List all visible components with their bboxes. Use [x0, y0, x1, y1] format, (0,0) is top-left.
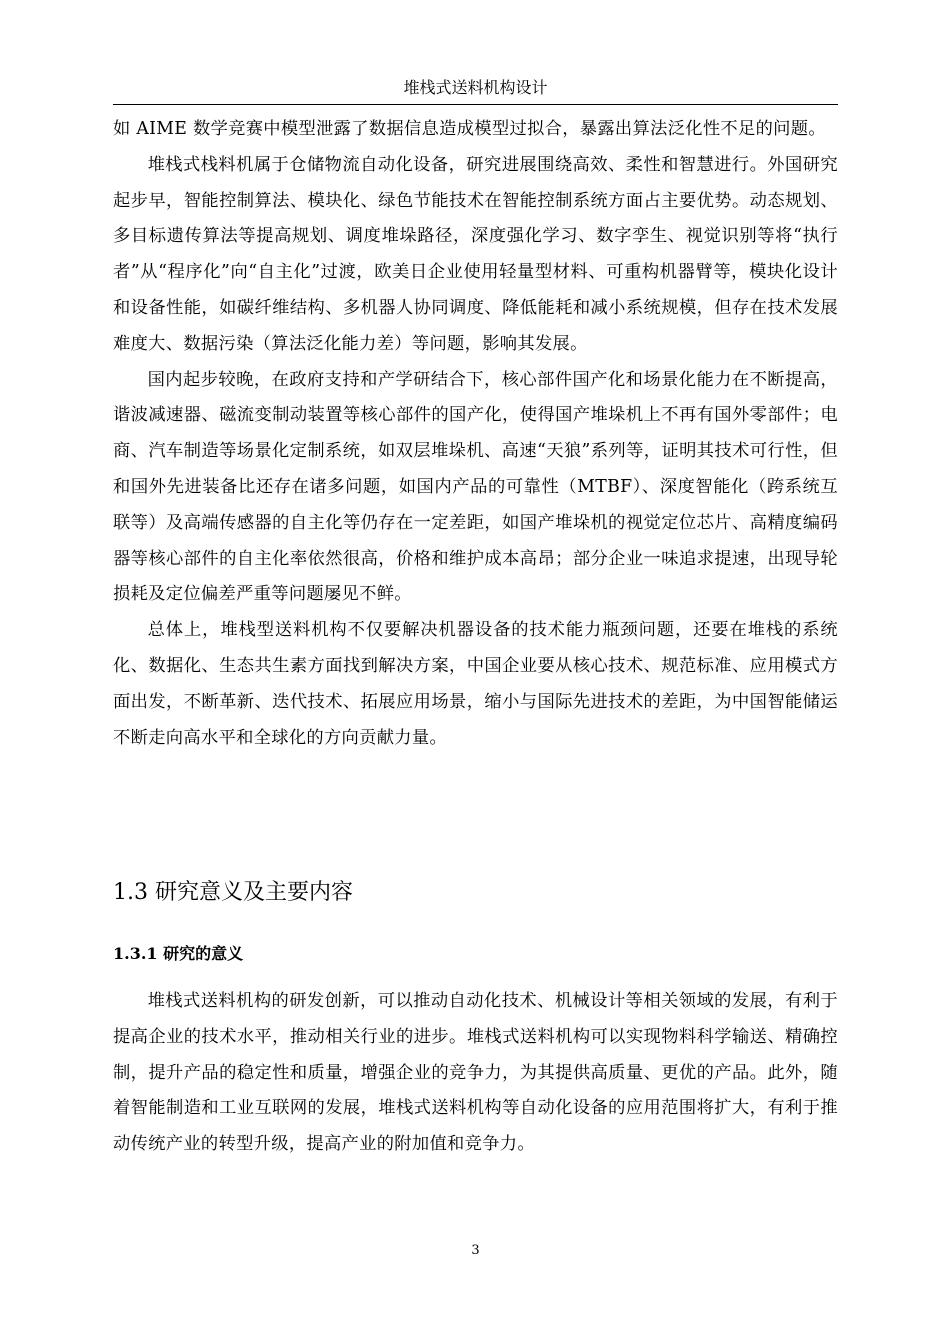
body-text-after-section	[113, 984, 838, 1163]
header-divider	[113, 104, 838, 105]
paragraph-summary: 总体上，堆栈型送料机构不仅要解决机器设备的技术能力瓶颈问题，还要在堆栈的系统化、数据化、生态共生素方面找到解决方案，中国企业要从核心技术、规范标准、应用模式方面出发，不断革新、迭代技术、拓展应用场景，缩小与国际先进技术的差距，为中国智能储运不断走向高水平和全球化的方向贡献力量。	[113, 620, 838, 748]
running-header: 堆栈式送料机构设计	[403, 78, 548, 97]
paragraph-domestic-research: 国内起步较晚，在政府支持和产学研结合下，核心部件国产化和场景化能力在不断提高，谐波减速器、磁流变制动装置等核心部件的国产化，使得国产堆垛机上不再有国外零部件；电商、汽车制造等场景化定制系统，如双层堆垛机、高速“天狼”系列等，证明其技术可行性，但和国外先进装备比还存在诸多问题，如国内产品的可靠性（MTBF）、深度智能化（跨系统互联等）及高端传感器的自主化等仍存在一定差距，如国产堆垛机的视觉定位芯片、高精度编码器等核心部件的自主化率依然很高，价格和维护成本高昂；部分企业一味追求提速，出现导轮损耗及定位偏差严重等问题屡见不鲜。	[113, 369, 838, 605]
page-number: 3	[471, 1243, 480, 1258]
subsection-heading: 1.3.1 研究的意义	[113, 944, 244, 963]
paragraph-foreign-research: 堆栈式栈料机属于仓储物流自动化设备，研究进展围绕高效、柔性和智慧进行。外国研究起步早，智能控制算法、模块化、绿色节能技术在智能控制系统方面占主要优势。动态规划、多目标遗传算法等提高规划、调度堆垛路径，深度强化学习、数字孪生、视觉识别等将“执行者”从“程序化”向“自主化”过渡，欧美日企业使用轻量型材料、可重构机器臂等，模块化设计和设备性能，如碳纤维结构、多机器人协同调度、降低能耗和减小系统规模，但存在技术发展难度大、数据污染（算法泛化能力差）等问题，影响其发展。	[113, 154, 838, 354]
body-text-before-section	[113, 112, 838, 756]
section-heading: 1.3 研究意义及主要内容	[113, 880, 353, 905]
paragraph-significance: 堆栈式送料机构的研发创新，可以推动自动化技术、机械设计等相关领域的发展，有利于提高企业的技术水平，推动相关行业的进步。堆栈式送料机构可以实现物料科学输送、精确控制，提升产品的稳定性和质量，增强企业的竞争力，为其提供高质量、更优的产品。此外，随着智能制造和工业互联网的发展，堆栈式送料机构等自动化设备的应用范围将扩大，有利于推动传统产业的转型升级，提高产业的附加值和竞争力。	[113, 991, 838, 1155]
paragraph-continuation: 如 AIME 数学竞赛中模型泄露了数据信息造成模型过拟合，暴露出算法泛化性不足的问题。	[113, 119, 826, 139]
